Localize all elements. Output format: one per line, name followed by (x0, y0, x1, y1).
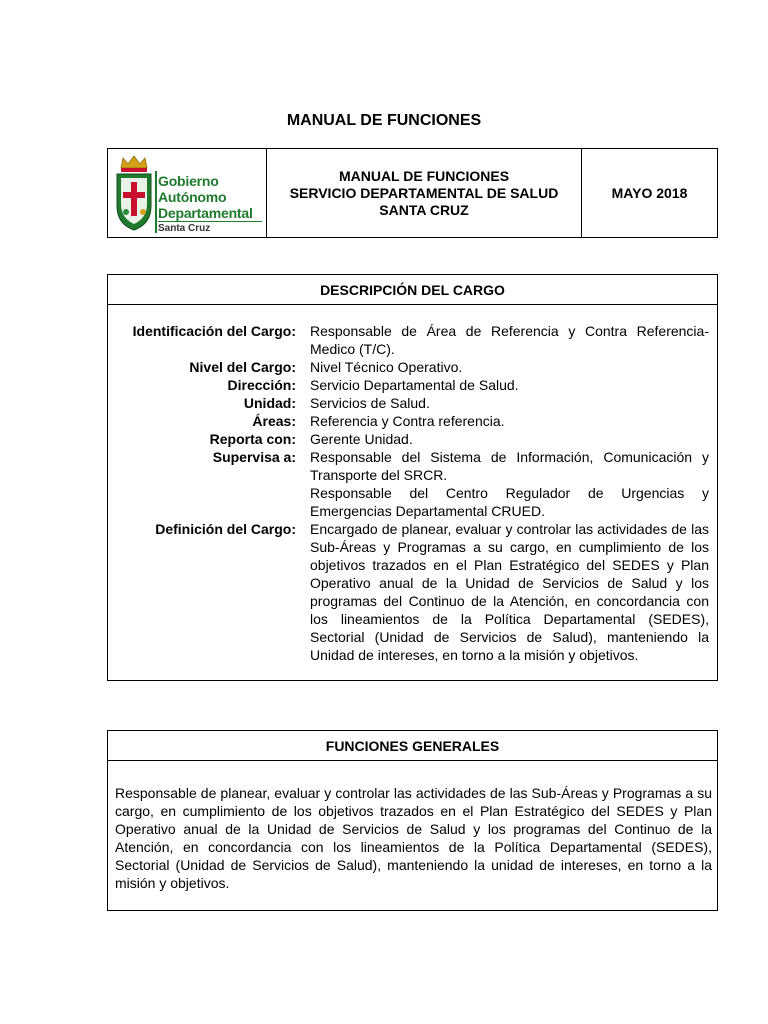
descripcion-value-line: Servicio Departamental de Salud. (310, 377, 519, 393)
descripcion-value (310, 358, 709, 376)
descripcion-label: Nivel del Cargo: (189, 359, 296, 375)
descripcion-row (116, 394, 709, 412)
descripcion-value (310, 520, 709, 664)
descripcion-label: Supervisa a: (212, 449, 296, 465)
descripcion-label: Dirección: (227, 377, 296, 393)
descripcion-label: Definición del Cargo: (155, 521, 296, 537)
descripcion-row (116, 448, 709, 520)
header-title-line3: SANTA CRUZ (379, 201, 469, 218)
funciones-generales-section (107, 730, 718, 911)
descripcion-row (116, 376, 709, 394)
descripcion-value (310, 448, 709, 520)
descripcion-row (116, 412, 709, 430)
descripcion-value (310, 376, 709, 394)
header-title-line1: MANUAL DE FUNCIONES (338, 167, 510, 184)
coat-of-arms-icon (113, 154, 155, 234)
descripcion-row (116, 358, 709, 376)
descripcion-row (116, 430, 709, 448)
descripcion-value-line: Referencia y Contra referencia. (310, 413, 505, 429)
descripcion-value-line: Responsable del Sistema de Información, Comunicación y Transporte del SRCR. (310, 449, 709, 483)
document-title: MANUAL DE FUNCIONES (286, 112, 482, 129)
descripcion-row (116, 520, 709, 664)
descripcion-label: Áreas: (252, 413, 296, 429)
descripcion-heading: DESCRIPCIÓN DEL CARGO (108, 275, 717, 305)
header-table (107, 148, 718, 238)
descripcion-value-line: Responsable del Centro Regulador de Urgencias y Emergencias Departamental CRUED. (310, 485, 709, 519)
descripcion-body (108, 305, 717, 680)
descripcion-value-line: Servicios de Salud. (310, 395, 430, 411)
descripcion-label: Reporta con: (209, 431, 296, 447)
descripcion-value (310, 394, 709, 412)
header-title-line2: SERVICIO DEPARTAMENTAL DE SALUD (289, 184, 559, 201)
descripcion-value (310, 430, 709, 448)
generales-text: Responsable de planear, evaluar y controlar las actividades de las Sub-Áreas y Programas a su cargo, en cumplimiento de los objetivos trazados en el Plan Estratégico del SEDES y Plan Operativo anual de la Unidad de Servicios de Salud y los programas del Continuo de la Atención, en concordancia con los lineamientos de la Política Departamental (SEDES), Sectorial (Unidad de Servicios de Salud), manteniendo la unidad de intereses, en torno a la misión y objetivos. (115, 785, 712, 891)
generales-heading: FUNCIONES GENERALES (108, 731, 717, 761)
descripcion-value-line: Encargado de planear, evaluar y controlar las actividades de las Sub-Áreas y Programas a su cargo, en cumplimiento de los objetivos trazados en el Plan Estratégico del SEDES y Plan Operativo anual de la Unidad de Servicios de Salud y los programas del Continuo de la Atención, en concordancia con los lineamientos de la Política Departamental (SEDES), Sectorial (Unidad de Servicios de Salud), manteniendo la Unidad de intereses, en torno a la misión y objetivos. (310, 521, 709, 663)
logo-cell (108, 149, 267, 237)
descripcion-value-line: Nivel Técnico Operativo. (310, 359, 463, 375)
descripcion-value-line: Gerente Unidad. (310, 431, 413, 447)
descripcion-value-line: Responsable de Área de Referencia y Contra Referencia- Medico (T/C). (310, 323, 709, 357)
header-date: MAYO 2018 (611, 185, 688, 201)
descripcion-label: Unidad: (243, 395, 296, 411)
descripcion-row (116, 322, 709, 358)
logo-subtitle: Santa Cruz (158, 221, 262, 234)
descripcion-value (310, 412, 709, 430)
logo-divider (155, 171, 157, 233)
descripcion-label: Identificación del Cargo: (132, 323, 296, 339)
header-title-cell (267, 149, 582, 237)
logo-wordmark: Gobierno Autónomo Departamental (158, 173, 253, 221)
descripcion-cargo-section (107, 274, 718, 681)
descripcion-value (310, 322, 709, 358)
